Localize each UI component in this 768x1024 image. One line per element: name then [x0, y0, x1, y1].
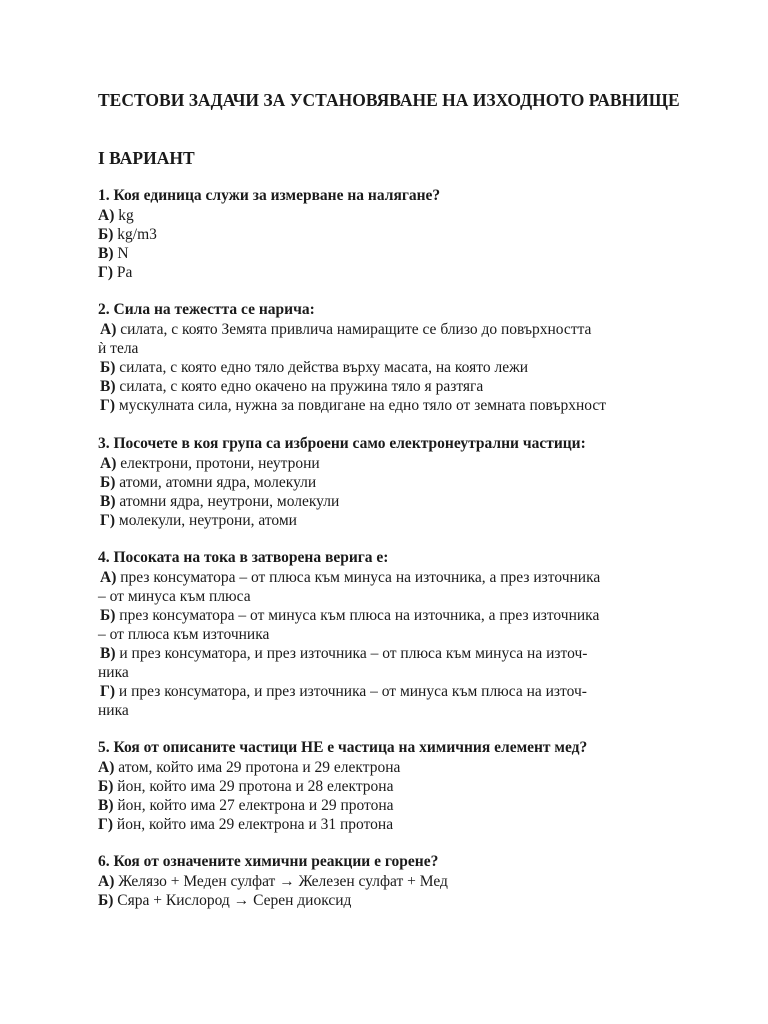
option-text: през консуматора – от плюса към минуса на източника, а през източника [120, 569, 601, 586]
option-text: атомни ядра, неутрони, молекули [119, 493, 340, 510]
option-a-continuation: ѝ тела [98, 340, 139, 357]
option-letter: Г) [98, 816, 114, 833]
option-letter: А) [98, 207, 115, 224]
option-d [98, 511, 673, 530]
option-b-continuation: – от плюса към източника [98, 626, 270, 643]
option-letter: А) [98, 759, 115, 776]
option-a [98, 568, 673, 587]
option-a [98, 872, 673, 891]
option-a [98, 454, 673, 473]
option-text: Pa [116, 264, 133, 281]
question-5 [98, 738, 673, 834]
option-letter: Г) [100, 512, 116, 529]
question-text: 2. Сила на тежестта се нарича: [98, 301, 315, 318]
option-c [98, 492, 673, 511]
option-letter: В) [100, 493, 116, 510]
option-d-continuation: ника [98, 702, 129, 719]
option-b [98, 473, 673, 492]
option-c [98, 377, 673, 396]
option-letter: Б) [100, 607, 116, 624]
option-d [98, 396, 673, 415]
option-letter: А) [100, 455, 117, 472]
option-d [98, 682, 673, 701]
option-a [98, 320, 673, 339]
option-d [98, 815, 673, 834]
option-b [98, 606, 673, 625]
option-c [98, 644, 673, 663]
option-text: силата, с която Земята привлича намиращите се близо до повърхността [120, 321, 592, 338]
option-text: йон, който има 29 протона и 28 електрона [117, 778, 394, 795]
option-c [98, 244, 673, 263]
option-text: мускулната сила, нужна за повдигане на едно тяло от земната повърхност [118, 397, 607, 414]
option-letter: А) [98, 873, 115, 890]
question-4 [98, 548, 673, 720]
option-text: и през консуматора, и през източника – от плюса към минуса на източ- [119, 645, 588, 662]
option-text: и през консуматора, и през източника – от минуса към плюса на източ- [118, 683, 587, 700]
option-text: атом, който има 29 протона и 29 електрона [118, 759, 401, 776]
option-text: N [117, 245, 129, 262]
option-b [98, 358, 673, 377]
option-letter: Г) [100, 683, 116, 700]
option-letter: Б) [98, 778, 114, 795]
option-letter: А) [100, 569, 117, 586]
variant-heading: I ВАРИАНТ [98, 148, 195, 168]
option-letter: В) [100, 645, 116, 662]
option-letter: Г) [98, 264, 114, 281]
question-text: 1. Коя единица служи за измерване на налягане? [98, 187, 441, 204]
option-letter: А) [100, 321, 117, 338]
question-text: 6. Коя от означените химични реакции е горене? [98, 853, 439, 870]
option-letter: Г) [100, 397, 116, 414]
option-b [98, 225, 673, 244]
question-2 [98, 300, 673, 415]
option-text: молекули, неутрони, атоми [118, 512, 297, 529]
question-text: 4. Посоката на тока в затворена верига е: [98, 549, 389, 566]
option-letter: В) [100, 378, 116, 395]
option-text: kg [118, 207, 134, 224]
option-letter: Б) [100, 359, 116, 376]
option-text: през консуматора – от минуса към плюса на източника, а през източника [119, 607, 600, 624]
option-letter: В) [98, 797, 114, 814]
option-text: силата, с която едно окачено на пружина тяло я разтяга [119, 378, 484, 395]
option-d [98, 263, 673, 282]
option-a [98, 206, 673, 225]
option-letter: Б) [98, 892, 114, 909]
question-1 [98, 186, 673, 282]
option-text: Желязо + Меден сулфат → Железен сулфат + Мед [118, 873, 448, 890]
option-text: Сяра + Кислород → Серен диоксид [117, 892, 352, 909]
option-text: йон, който има 29 електрона и 31 протона [116, 816, 394, 833]
option-c-continuation: ника [98, 664, 129, 681]
option-text: kg/m3 [117, 226, 157, 243]
option-text: атоми, атомни ядра, молекули [119, 474, 317, 491]
question-6 [98, 852, 673, 910]
option-text: електрони, протони, неутрони [120, 455, 320, 472]
option-a [98, 758, 673, 777]
option-letter: Б) [98, 226, 114, 243]
option-a-continuation: – от минуса към плюса [98, 588, 251, 605]
question-text: 3. Посочете в коя група са изброени само електронеутрални частици: [98, 435, 586, 452]
option-text: йон, който има 27 електрона и 29 протона [117, 797, 394, 814]
option-b [98, 891, 673, 910]
option-b [98, 777, 673, 796]
question-3 [98, 434, 673, 530]
option-letter: В) [98, 245, 114, 262]
question-text: 5. Коя от описаните частици НЕ е частица на химичния елемент мед? [98, 739, 588, 756]
option-c [98, 796, 673, 815]
document-title: ТЕСТОВИ ЗАДАЧИ ЗА УСТАНОВЯВАНЕ НА ИЗХОДНОТО РАВНИЩЕ [98, 90, 680, 110]
option-letter: Б) [100, 474, 116, 491]
option-text: силата, с която едно тяло действа върху масата, на която лежи [119, 359, 529, 376]
